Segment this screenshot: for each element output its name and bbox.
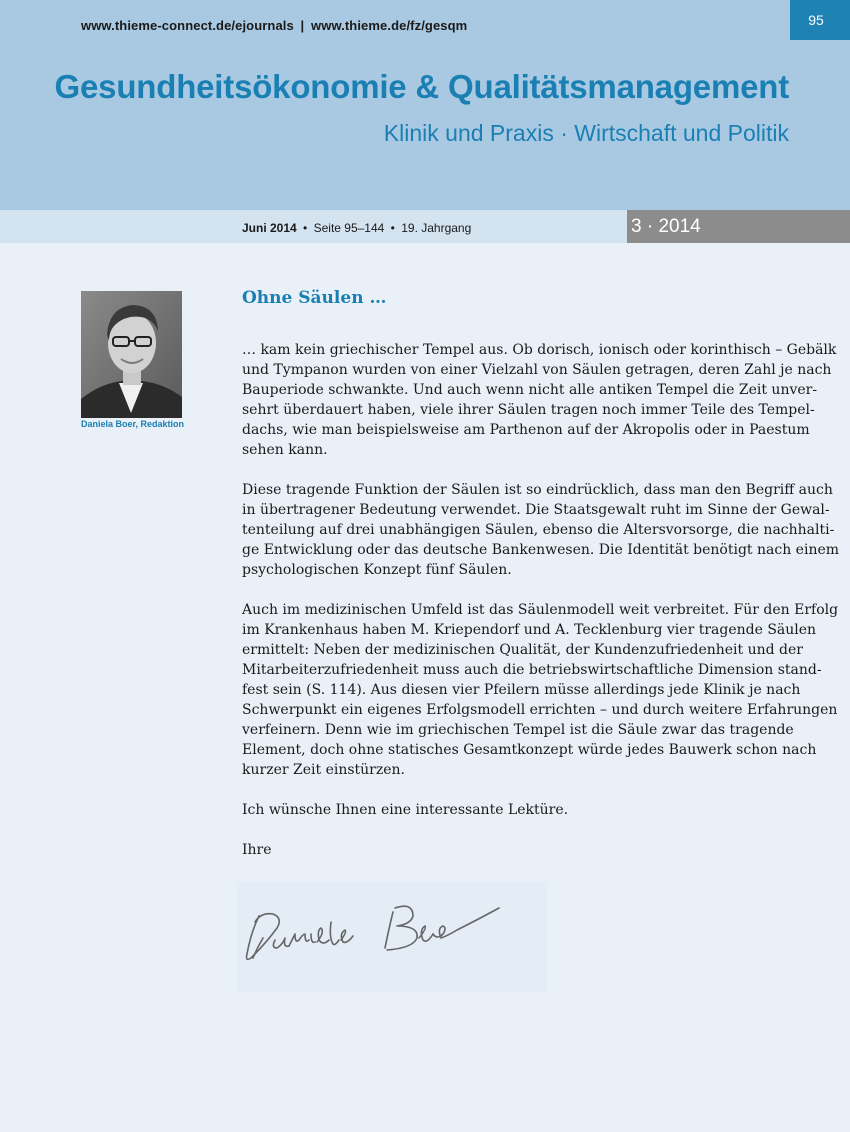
url-gesqm-link[interactable]: www.thieme.de/fz/gesqm <box>311 18 468 33</box>
text-line: Diese tragende Funktion der Säulen ist so eindrücklich, dass man den Begriff auch <box>242 482 833 498</box>
paragraph <box>242 800 790 820</box>
text-line: verfeinern. Denn wie im griechischen Tempel ist die Säule zwar das tragende <box>242 722 794 738</box>
text-line: sehrt überdauert haben, viele ihrer Säulen tragen noch immer Teile des Tempel- <box>242 402 815 418</box>
paragraph <box>242 840 790 860</box>
issue-separator: • <box>390 221 395 235</box>
text-line: Schwerpunkt ein eigenes Erfolgsmodell errichten – und durch weitere Erfahrungen <box>242 702 838 718</box>
text-line: sehen kann. <box>242 442 328 458</box>
text-line: dachs, wie man beispielsweise am Parthenon auf der Akropolis oder in Paestum <box>242 422 810 438</box>
issue-info <box>242 221 471 235</box>
text-line: Bauperiode schwankte. Und auch wenn nicht alle antiken Tempel die Zeit unver- <box>242 382 818 398</box>
article-body <box>242 340 840 880</box>
text-line: kurzer Zeit einstürzen. <box>242 762 405 778</box>
issue-month: Juni 2014 <box>242 221 297 235</box>
page-number: 95 <box>790 0 850 40</box>
text-line: tenteilung auf drei unabhängigen Säulen, ebenso die Altersvorsorge, die nachhalti- <box>242 522 835 538</box>
text-line: im Krankenhaus haben M. Kriependorf und A. Tecklenburg vier tragende Säulen <box>242 622 817 638</box>
text-line: … kam kein griechischer Tempel aus. Ob dorisch, ionisch oder korinthisch – Gebälk <box>242 342 837 358</box>
text-line: fest sein (S. 114). Aus diesen vier Pfeilern müsse allerdings jede Klinik je nach <box>242 682 801 698</box>
text-line: ermittelt: Neben der medizinischen Qualität, der Kundenzufriedenheit und der <box>242 642 803 658</box>
journal-urls <box>81 18 467 33</box>
issue-volume: 19. Jahrgang <box>401 221 472 235</box>
issue-badge: 3 · 2014 <box>627 210 850 243</box>
author-portrait-image <box>81 291 182 418</box>
journal-subtitle: Klinik und Praxis · Wirtschaft und Politik <box>383 120 789 146</box>
text-line: ge Entwicklung oder das deutsche Bankenwesen. Die Identität benötigt nach einem <box>242 542 840 558</box>
paragraph <box>242 340 837 460</box>
signature-image <box>237 882 547 992</box>
article-title: Ohne Säulen … <box>242 288 387 308</box>
url-ejournals-link[interactable]: www.thieme-connect.de/ejournals <box>81 18 294 33</box>
handwritten-signature <box>237 882 547 992</box>
text-line: Ich wünsche Ihnen eine interessante Lektüre. <box>242 802 569 818</box>
text-line: Mitarbeiterzufriedenheit muss auch die betriebswirtschaftliche Dimension stand- <box>242 662 822 678</box>
text-line: und Tympanon wurden von einer Vielzahl von Säulen getragen, deren Zahl je nach <box>242 362 832 378</box>
issue-pages: Seite 95–144 <box>313 221 385 235</box>
text-line: Auch im medizinischen Umfeld ist das Säulenmodell weit verbreitet. Für den Erfolg <box>242 602 839 618</box>
journal-title: Gesundheitsökonomie & Qualitätsmanagement <box>54 68 789 105</box>
journal-header <box>0 0 850 210</box>
author-photo <box>81 291 182 418</box>
text-line: psychologischen Konzept fünf Säulen. <box>242 562 512 578</box>
text-line: Element, doch ohne statisches Gesamtkonzept würde jedes Bauwerk schon nach <box>242 742 817 758</box>
paragraph <box>242 480 840 580</box>
issue-separator: • <box>303 221 308 235</box>
text-line: in übertragener Bedeutung verwendet. Die Staatsgewalt ruht im Sinne der Gewal- <box>242 502 830 518</box>
text-line: Ihre <box>242 842 272 858</box>
paragraph <box>242 600 839 780</box>
photo-caption: Daniela Boer, Redaktion <box>81 419 185 429</box>
url-separator: | <box>300 18 305 33</box>
